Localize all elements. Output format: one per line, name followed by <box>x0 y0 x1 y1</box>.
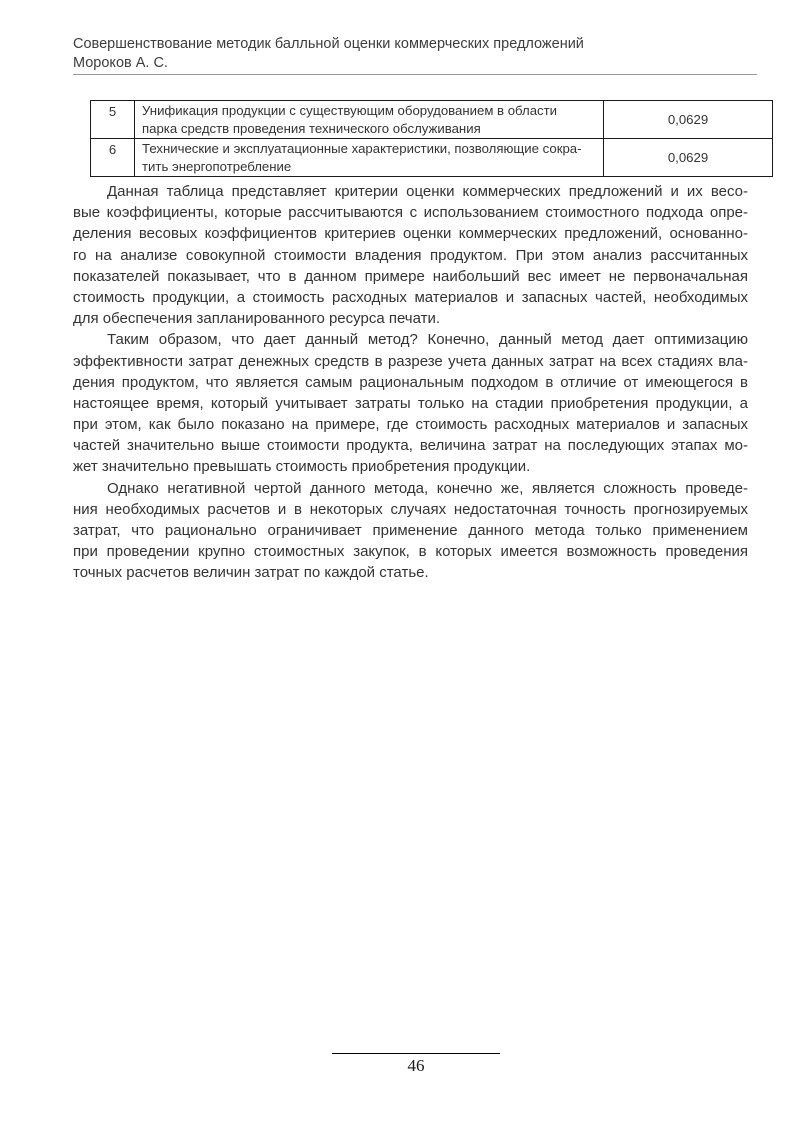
paragraph <box>73 329 748 477</box>
paragraph-line: показателей показывает, что в данном примере наибольший вес имеет не первоначальная <box>73 267 748 285</box>
criteria-table <box>90 100 773 177</box>
paragraph-line: точных расчетов величин затрат по каждой статье. <box>73 564 429 582</box>
body-text <box>73 181 748 584</box>
criterion-number: 6 <box>91 139 135 177</box>
header-rule <box>73 74 757 75</box>
criterion-text-line: Технические и эксплуатационные характеристики, позволяющие сокра- <box>142 141 582 156</box>
paragraph-line: при этом, как было показано на примере, где стоимость расходных материалов и запасных <box>73 416 748 434</box>
running-title: Совершенствование методик балльной оценки коммерческих предложений <box>73 36 584 52</box>
paragraph-line: Однако негативной чертой данного метода, конечно же, является сложность проведе- <box>107 479 748 497</box>
paragraph <box>73 478 748 584</box>
paragraph-line: деления весовых коэффициентов критериев оценки коммерческих предложений, основанно- <box>73 225 748 243</box>
paragraph-line: жет значительно превышать стоимость приобретения продукции. <box>73 458 531 476</box>
criterion-text-line: парка средств проведения технического обслуживания <box>142 120 481 136</box>
paragraph-line: для обеспечения запланированного ресурса печати. <box>73 310 441 328</box>
footer-rule <box>332 1053 500 1054</box>
running-author: Мороков А. С. <box>73 55 168 71</box>
paragraph-line: затрат, что рационально ограничивает применение данного метода только применением <box>73 522 748 539</box>
paragraph-line: го на анализе совокупной стоимости владения продуктом. При этом анализ рассчитанных <box>73 246 748 264</box>
criterion-weight: 0,0629 <box>604 101 773 139</box>
criterion-weight: 0,0629 <box>604 139 773 177</box>
paragraph-line: Данная таблица представляет критерии оценки коммерческих предложений и их весо- <box>107 183 748 200</box>
criterion-text <box>135 101 604 139</box>
paragraph-line: настоящее время, который учитывает затраты только на стадии приобретения продукции, а <box>73 394 748 412</box>
page-header <box>73 35 757 73</box>
page-number: 46 <box>407 1056 425 1075</box>
paragraph-line: стоимость продукции, а стоимость расходных материалов и запасных частей, необходимых <box>73 288 748 306</box>
paragraph-line: вые коэффициенты, которые рассчитываются с использованием стоимостного подхода опре- <box>73 204 748 222</box>
criterion-number: 5 <box>91 101 135 139</box>
paragraph-line: эффективности затрат денежных средств в разрезе учета данных затрат на всех стадиях вла- <box>73 352 748 370</box>
paragraph-line: частей значительно выше стоимости продукта, величина затрат на последующих этапах мо- <box>73 437 748 455</box>
criterion-text-line: тить энергопотребление <box>142 158 292 174</box>
paragraph-line: дения продуктом, что является самым рациональным подходом в отличие от имеющегося в <box>73 373 748 391</box>
table-row <box>91 101 773 139</box>
criteria-table-body <box>91 101 773 177</box>
criterion-text <box>135 139 604 177</box>
criterion-text-line: Унификация продукции с существующим оборудованием в области <box>142 103 558 118</box>
table-row <box>91 139 773 177</box>
paragraph <box>73 181 748 329</box>
paragraph-line: при проведении крупно стоимостных закупок, в которых имеется возможность проведения <box>73 543 748 561</box>
paragraph-line: Таким образом, что дает данный метод? Конечно, данный метод дает оптимизацию <box>107 331 748 349</box>
paragraph-line: ния необходимых расчетов и в некоторых случаях недостаточная точность прогнозируемых <box>73 500 748 518</box>
